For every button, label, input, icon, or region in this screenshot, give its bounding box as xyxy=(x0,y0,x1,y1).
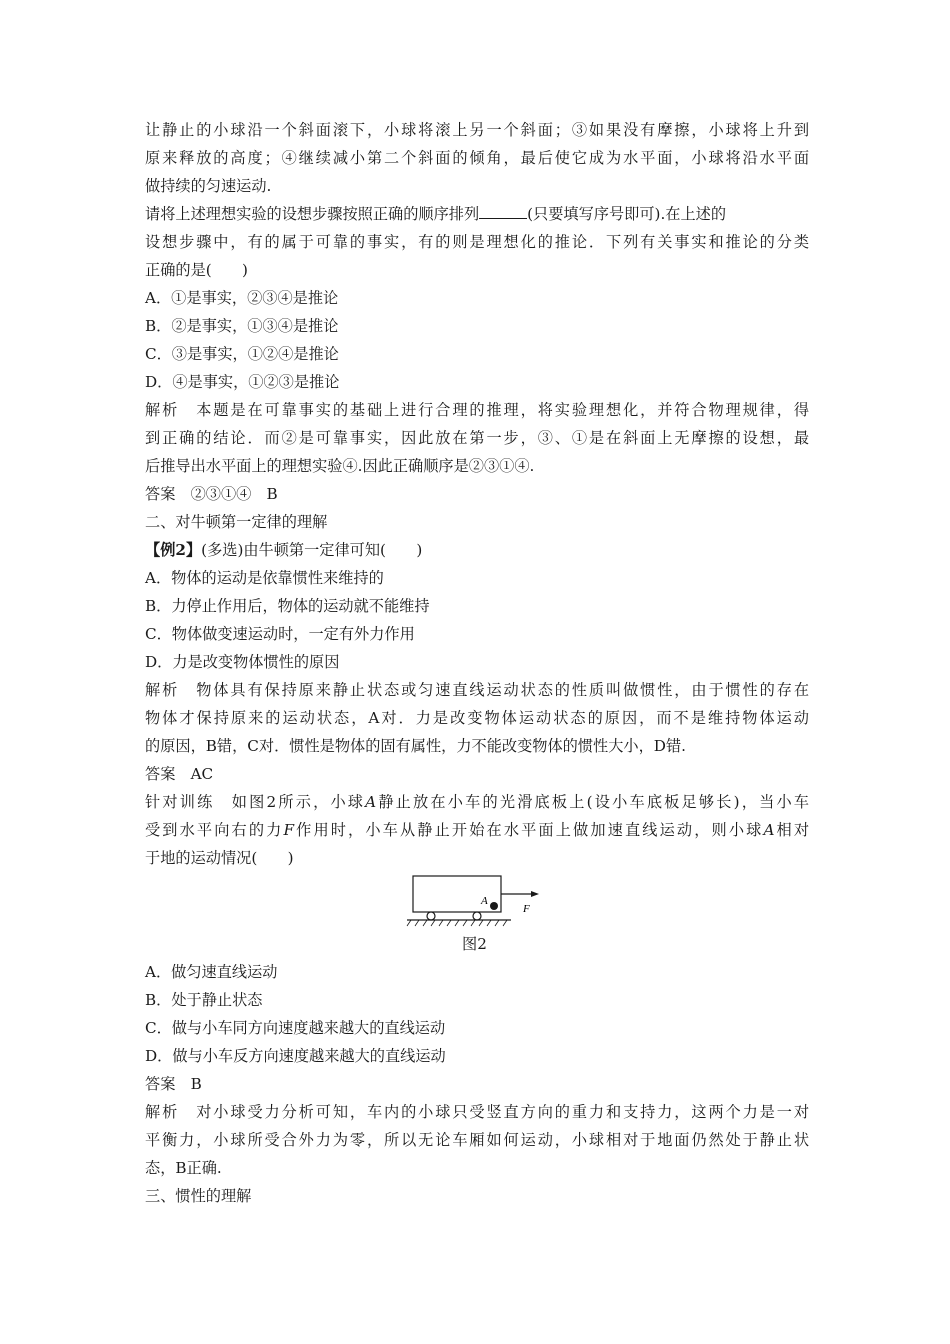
analysis-line: 到正确的结论．而②是可靠事实，因此放在第一步，③、①是在斜面上无摩擦的设想，最 xyxy=(145,429,809,447)
cart-wheel xyxy=(473,912,481,920)
option-b: B．处于静止状态 xyxy=(145,991,263,1009)
analysis-line: 后推导出水平面上的理想实验④.因此正确顺序是②③①④. xyxy=(145,457,535,475)
cart-body xyxy=(413,876,501,912)
question-text: (只要填写序号即可).在上述的 xyxy=(527,205,727,223)
answer-line: 答案 AC xyxy=(145,765,214,783)
arrow-head xyxy=(531,891,539,897)
training-line: 受到水平向右的力F作用时，小车从静止开始在水平面上做加速直线运动，则小球A相对 xyxy=(145,821,810,839)
answer-line: 答案 B xyxy=(145,1075,202,1093)
analysis-line: 态，B正确. xyxy=(145,1159,222,1177)
analysis-line: 解析 本题是在可靠事实的基础上进行合理的推理，将实验理想化，并符合物理规律，得 xyxy=(145,401,809,419)
question-text: 请将上述理想实验的设想步骤按照正确的顺序排列 xyxy=(145,205,480,223)
analysis-line: 平衡力，小球所受合外力为零，所以无论车厢如何运动，小球相对于地面仍然处于静止状 xyxy=(145,1131,809,1149)
option-c: C．物体做变速运动时，一定有外力作用 xyxy=(145,625,415,643)
analysis-line: 的原因，B错，C对．惯性是物体的固有属性，力不能改变物体的惯性大小，D错. xyxy=(145,737,686,755)
label-f: F xyxy=(523,903,530,915)
option-a: A．物体的运动是依靠惯性来维持的 xyxy=(145,569,384,587)
section-heading: 三、惯性的理解 xyxy=(145,1187,252,1205)
text-line: 正确的是( ) xyxy=(145,261,248,279)
option-b: B．②是事实，①③④是推论 xyxy=(145,317,339,335)
training-line: 针对训练 如图2所示，小球A静止放在小车的光滑底板上(设小车底板足够长)，当小车 xyxy=(145,793,809,811)
option-d: D．力是改变物体惯性的原因 xyxy=(145,653,340,671)
answer-blank xyxy=(479,204,527,219)
section-heading: 二、对牛顿第一定律的理解 xyxy=(145,513,328,531)
figure-caption: 图2 xyxy=(462,935,487,953)
example-label: 【例2】 xyxy=(145,541,202,559)
text-line: 让静止的小球沿一个斜面滚下，小球将滚上另一个斜面；③如果没有摩擦，小球将上升到 xyxy=(145,121,809,139)
analysis-line: 解析 对小球受力分析可知，车内的小球只受竖直方向的重力和支持力，这两个力是一对 xyxy=(145,1103,809,1121)
example-title xyxy=(145,540,422,560)
text-line: 设想步骤中，有的属于可靠的事实，有的则是理想化的推论．下列有关事实和推论的分类 xyxy=(145,233,809,251)
text-line: 做持续的匀速运动. xyxy=(145,177,272,195)
option-d: D．做与小车反方向速度越来越大的直线运动 xyxy=(145,1047,446,1065)
option-d: D．④是事实，①②③是推论 xyxy=(145,373,340,391)
fill-in-question xyxy=(145,204,726,224)
example-text: (多选)由牛顿第一定律可知( ) xyxy=(201,541,423,559)
cart-wheel xyxy=(427,912,435,920)
answer-line: 答案 ②③①④ B xyxy=(145,485,278,503)
ground-hatching xyxy=(407,920,507,926)
cart-figure xyxy=(405,870,545,928)
option-a: A．做匀速直线运动 xyxy=(145,963,278,981)
ball-a xyxy=(490,902,498,910)
option-a: A．①是事实，②③④是推论 xyxy=(145,289,339,307)
analysis-line: 解析 物体具有保持原来静止状态或匀速直线运动状态的性质叫做惯性，由于惯性的存在 xyxy=(145,681,809,699)
option-c: C．做与小车同方向速度越来越大的直线运动 xyxy=(145,1019,446,1037)
option-b: B．力停止作用后，物体的运动就不能维持 xyxy=(145,597,430,615)
label-a: A xyxy=(481,895,488,907)
training-line: 于地的运动情况( ) xyxy=(145,849,294,867)
analysis-line: 物体才保持原来的运动状态，A对．力是改变物体运动状态的原因，而不是维持物体运动 xyxy=(145,709,809,727)
option-c: C．③是事实，①②④是推论 xyxy=(145,345,339,363)
text-line: 原来释放的高度；④继续减小第二个斜面的倾角，最后使它成为水平面，小球将沿水平面 xyxy=(145,149,809,167)
